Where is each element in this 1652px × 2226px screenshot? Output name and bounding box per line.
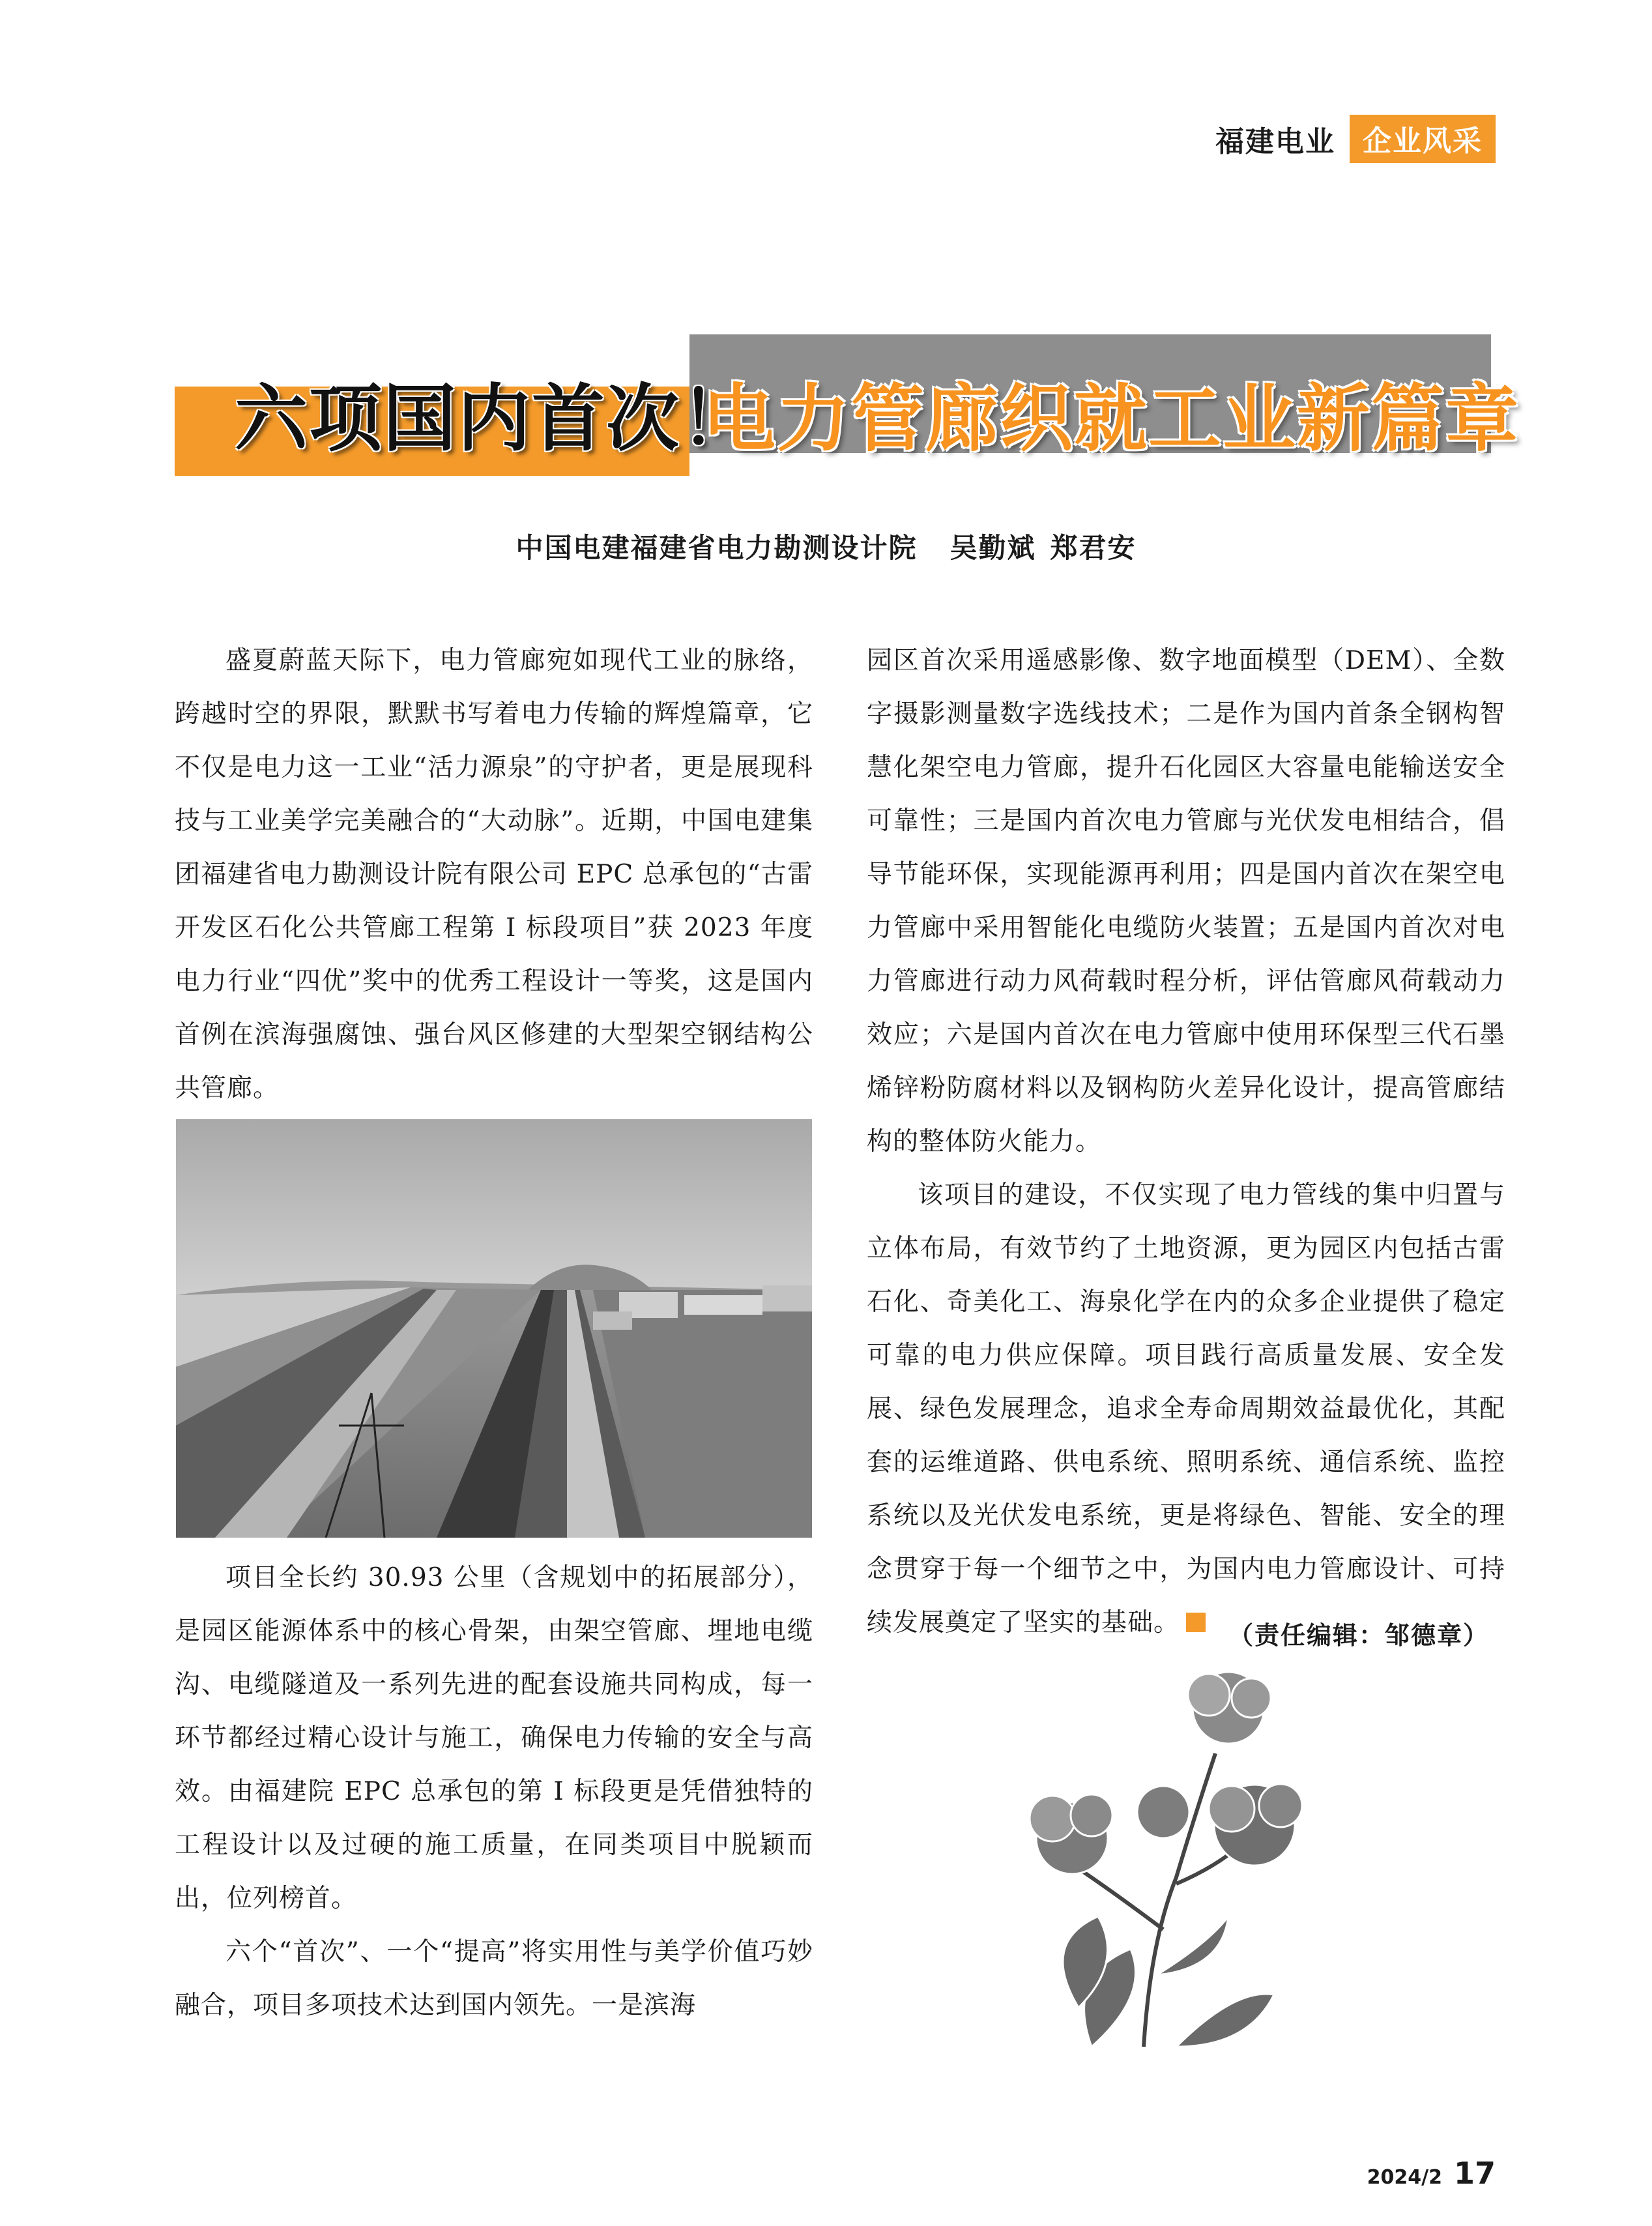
issue-number: 2024/2 bbox=[1367, 2166, 1442, 2189]
byline-author-2: 郑君安 bbox=[1050, 532, 1137, 564]
paragraph-continued: 园区首次采用遥感影像、数字地面模型（DEM）、全数字摄影测量数字选线技术；二是作为国内首条全钢构智慧化架空电力管廊，提升石化园区大容量电能输送安全可靠性；三是国内首次电力管廊与光伏发电相结合，倡导节能环保，实现能源再利用；四是国内首次在架空电力管廊中采用智能化电缆防火装置；五是国内首次对电力管廊进行动力风荷载时程分析，评估管廊风荷载动力效应；六是国内首次在电力管廊中使用环保型三代石墨烯锌粉防腐材料以及钢构防火差异化设计，提高管廊结构的整体防火能力。 bbox=[867, 646, 1505, 1156]
end-mark-icon bbox=[1186, 1613, 1206, 1632]
column-tag: 企业风采 bbox=[1350, 115, 1496, 163]
byline-organization: 中国电建福建省电力勘测设计院 bbox=[515, 532, 918, 564]
responsible-editor: （责任编辑：邹德章） bbox=[1228, 1621, 1489, 1650]
byline-author-1: 吴勤斌 bbox=[949, 532, 1036, 564]
aerial-pipe-corridor-photo bbox=[176, 1119, 812, 1538]
left-column-bottom bbox=[175, 1551, 813, 2032]
paragraph-final bbox=[867, 1169, 1505, 1650]
paragraph-final-text: 该项目的建设，不仅实现了电力管线的集中归置与立体布局，有效节约了土地资源，更为园区内包括古雷石化、奇美化工、海泉化学在内的众多企业提供了稳定可靠的电力供应保障。项目践行高质量发展、安全发展、绿色发展理念，追求全寿命周期效益最优化，其配套的运维道路、供电系统、照明系统、通信系统、监控系统以及光伏发电系统，更是将绿色、智能、安全的理念贯穿于每一个细节之中，为国内电力管廊设计、可持续发展奠定了坚实的基础。 bbox=[867, 1180, 1505, 1637]
title-part2: 电力管廊织就工业新篇章 bbox=[703, 376, 1520, 461]
title-part1: 六项国内首次！ bbox=[235, 376, 755, 461]
page-footer bbox=[1367, 2156, 1496, 2191]
paragraph: 六个“首次”、一个“提高”将实用性与美学价值巧妙融合，项目多项技术达到国内领先。一是滨海 bbox=[175, 1937, 813, 2020]
article-title bbox=[175, 334, 1520, 476]
paragraph: 项目全长约 30.93 公里（含规划中的拓展部分），是园区能源体系中的核心骨架，由架空管廊、埋地电缆沟、电缆隧道及一系列先进的配套设施共同构成，每一环节都经过精心设计与施工，确保电力传输的安全与高效。由福建院 EPC 总承包的第 I 标段更是凭借独特的工程设计以及过硬的施工质量，在同类项目中脱颖而出，位列榜首。 bbox=[175, 1563, 813, 1913]
paragraph: 盛夏蔚蓝天际下，电力管廊宛如现代工业的脉络，跨越时空的界限，默默书写着电力传输的辉煌篇章，它不仅是电力这一工业“活力源泉”的守护者，更是展现科技与工业美学完美融合的“大动脉”。近期，中国电建集团福建省电力勘测设计院有限公司 EPC 总承包的“古雷开发区石化公共管廊工程第 I 标段项目”获 2023 年度电力行业“四优”奖中的优秀工程设计一等奖，这是国内首例在滨海强腐蚀、强台风区修建的大型架空钢结构公共管廊。 bbox=[175, 646, 813, 1103]
magazine-header bbox=[1215, 115, 1496, 163]
byline bbox=[0, 527, 1652, 566]
page-number: 17 bbox=[1453, 2156, 1496, 2191]
left-column-top bbox=[175, 634, 813, 1115]
right-column bbox=[867, 634, 1505, 1650]
flower-illustration bbox=[1013, 1669, 1313, 2047]
magazine-name: 福建电业 bbox=[1215, 125, 1335, 158]
